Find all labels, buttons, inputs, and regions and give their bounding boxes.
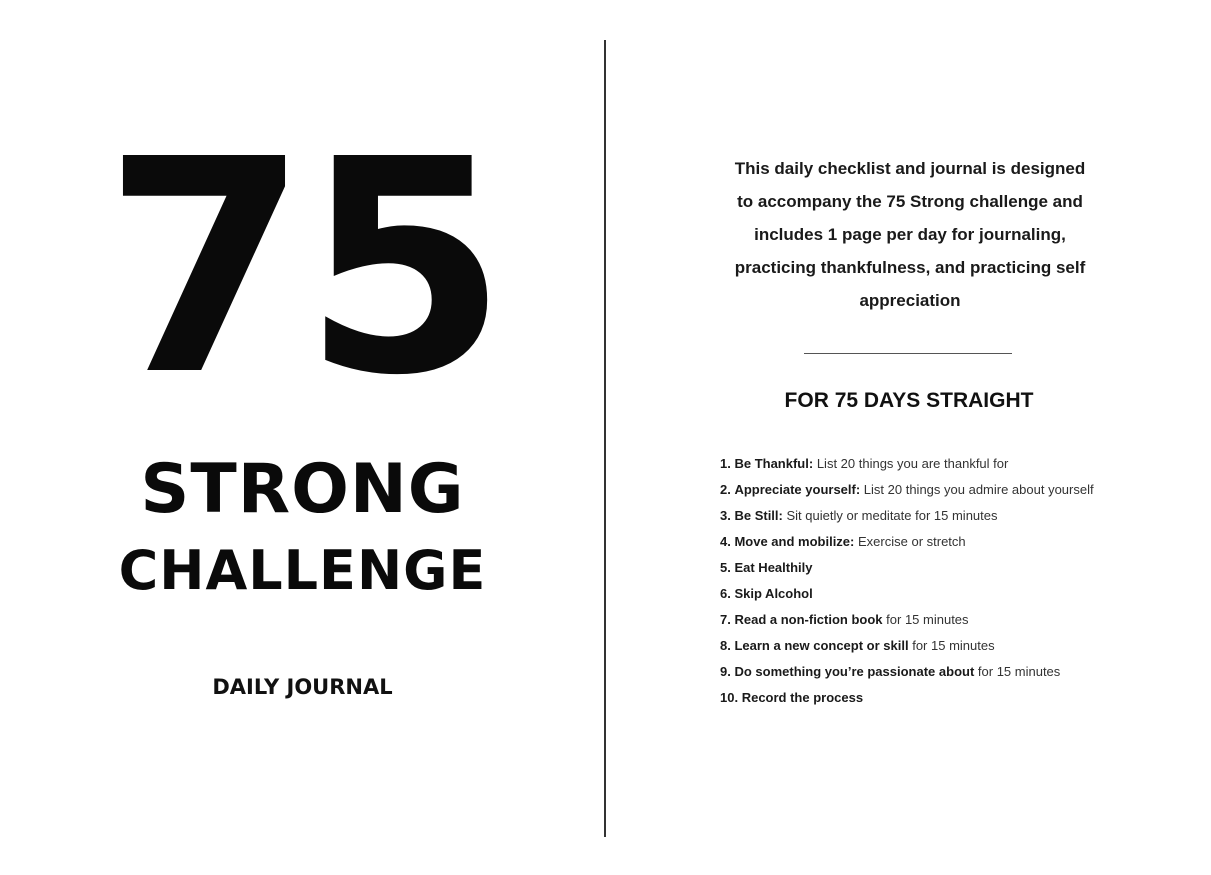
checklist-item bbox=[720, 451, 1100, 477]
page-spine-divider bbox=[604, 40, 606, 837]
item-number: 4. bbox=[720, 534, 731, 549]
cover-title-challenge: CHALLENGE bbox=[118, 539, 487, 602]
checklist-item bbox=[720, 581, 1100, 607]
item-detail: List 20 things you admire about yourself bbox=[863, 482, 1094, 497]
item-title: Eat Healthily bbox=[734, 560, 813, 575]
item-number: 7. bbox=[720, 612, 731, 627]
checklist-item bbox=[720, 477, 1100, 503]
item-title: Record the process bbox=[741, 690, 864, 705]
checklist-item bbox=[720, 685, 1100, 711]
cover-title-strong: STRONG bbox=[140, 450, 465, 529]
item-number: 1. bbox=[720, 456, 731, 471]
checklist-item bbox=[720, 503, 1100, 529]
checklist-item bbox=[720, 607, 1100, 633]
item-title: Appreciate yourself: bbox=[734, 482, 861, 497]
item-detail: for 15 minutes bbox=[977, 664, 1061, 679]
item-detail: for 15 minutes bbox=[912, 638, 995, 653]
item-number: 8. bbox=[720, 638, 731, 653]
item-number: 3. bbox=[720, 508, 731, 523]
item-detail: for 15 minutes bbox=[886, 612, 969, 627]
horizontal-rule bbox=[804, 353, 1012, 354]
cover-subtitle: DAILY JOURNAL bbox=[212, 675, 393, 699]
checklist-item bbox=[720, 633, 1100, 659]
item-title: Be Thankful: bbox=[734, 456, 814, 471]
item-title: Move and mobilize: bbox=[734, 534, 855, 549]
item-title: Learn a new concept or skill bbox=[734, 638, 909, 653]
intro-paragraph: This daily checklist and journal is designed to accompany the 75 Strong challenge and includes 1 page per day for journaling, practicing thankfulness, and practicing self appreciation bbox=[734, 159, 1086, 310]
item-title: Be Still: bbox=[734, 508, 783, 523]
info-page bbox=[607, 0, 1211, 875]
checklist-item bbox=[720, 659, 1100, 685]
cover-number: 75 bbox=[103, 96, 502, 440]
item-number: 5. bbox=[720, 560, 731, 575]
item-detail: Exercise or stretch bbox=[858, 534, 966, 549]
item-number: 6. bbox=[720, 586, 731, 601]
item-title: Do something you’re passionate about bbox=[734, 664, 975, 679]
item-number: 10. bbox=[720, 690, 739, 705]
checklist-item bbox=[720, 555, 1100, 581]
item-title: Read a non-fiction book bbox=[734, 612, 883, 627]
item-number: 2. bbox=[720, 482, 731, 497]
checklist-item bbox=[720, 529, 1100, 555]
item-title: Skip Alcohol bbox=[734, 586, 813, 601]
daily-checklist bbox=[720, 451, 1100, 711]
item-number: 9. bbox=[720, 664, 731, 679]
item-detail: List 20 things you are thankful for bbox=[816, 456, 1009, 471]
cover-page bbox=[0, 0, 605, 875]
section-heading: FOR 75 DAYS STRAIGHT bbox=[784, 389, 1034, 412]
item-detail: Sit quietly or meditate for 15 minutes bbox=[786, 508, 998, 523]
